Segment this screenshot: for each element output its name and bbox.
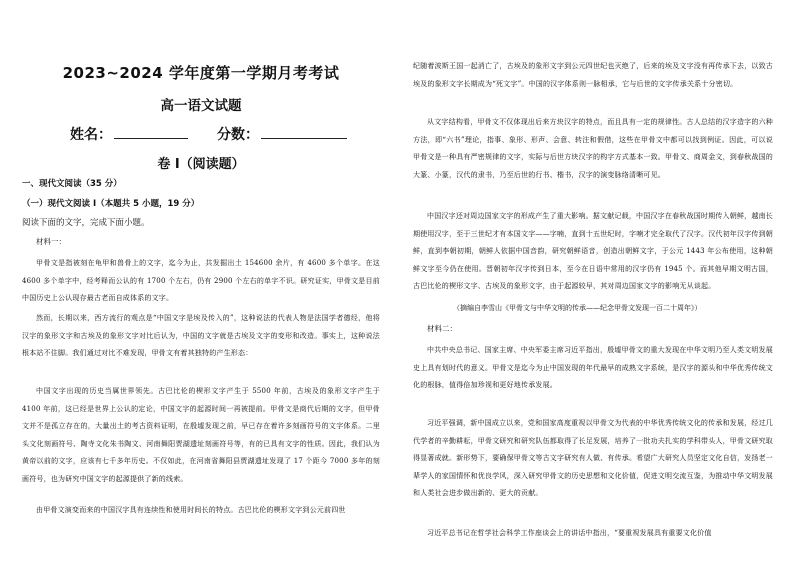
paragraph: 从文字结构看，甲骨文不仅体现出后来方块汉字的特点，而且具有一定的规律性。古人总结的汉字造字的六种方法，即“六书”理论，指事、象形、形声、会意、转注和假借，这些在甲骨文中都可以找到例证。因此，可以说甲骨文是一种具有严密规律的文字，实际与后世方块汉字的构字方式基本一致。甲骨文、商周金文，到春秋战国的大篆、小篆，汉代的隶书，乃至后世的行书、楷书，汉字的演变脉络清晰可见。	[413, 118, 773, 179]
volume-title: 卷 I（阅读题）	[157, 157, 245, 172]
paragraph: 甲骨文是指被刻在龟甲和兽骨上的文字，迄今为止，共发掘出土 154600 余片，有 4600 多个单字。在这 4600 多个单字中，经考释而公认的有 1700 个左右，仍有 2900 个左右的单字不识。研究证实，甲骨文是目前中国历史上公认现存最古老而自成体系的文字。	[22, 259, 380, 303]
paragraph: 中国汉字还对周边国家文字的形成产生了重大影响。据文献记载，中国汉字在春秋战国时期传入朝鲜，越南长期使用汉字，至于三世纪才有本国文字——字喃，直到十五世纪时，字喃才完全取代了汉字。汉代初年汉字传到朝鲜，直到李朝初期，朝鲜人依据中国音韵，研究朝鲜语音，创造出朝鲜文字，于公元 1443 年公布使用，这种朝鲜文字至今仍在使用。晋朝初年汉字传到日本，至今在日语中常用的汉字仍有 1945 个。而其他早期文明古国，古巴比伦的楔形文字、古埃及的象形文字，由于起源较早，其对周边国家文字的影响无从谈起。	[413, 212, 773, 291]
paragraph: 中国文字出现的历史当属世界领先。古巴比伦的楔形文字产生于 5500 年前，古埃及的象形文字产生于 4100 年前，这已经是世界上公认的定论，中国文字的起源时间一再被提前。甲骨文是商代后期的文字，但甲骨文并不是孤立存在的，大量出土的考古资料证明，在殷墟发现之前，早已存在着许多刻画符号的文字体系。二里头文化刻画符号、陶寺文化朱书陶文、河南舞阳贾湖遗址刻画符号等，有的已具有文字的性质。因此，我们认为黄帝以前的文字，应该有七千多年历史。不仅如此，在河南省舞阳县贾湖遗址发现了 17 个距今 7000 多年的刻画符号，也为研究中国文字的起源提供了新的线索。	[22, 387, 380, 483]
paragraph: 习近平强调，新中国成立以来，党和国家高度重视以甲骨文为代表的中华优秀传统文化的传承和发展，经过几代学者的辛勤耕耘，甲骨文研究和研究队伍都取得了长足发展，培养了一批功夫扎实的学科带头人，甲骨文研究取得显著成就。新形势下，要确保甲骨文等古文字研究有人做、有传承。希望广大研究人员坚定文化自信，发扬老一辈学人的家国情怀和优良学风，深入研究甲骨文的历史思想和文化价值，促进文明交流互鉴，为推动中华文明发展和人类社会进步做出新的、更大的贡献。	[413, 419, 773, 498]
section-heading: 一、现代文阅读（35 分）	[22, 179, 122, 189]
material-1-label: 材料一：	[36, 237, 66, 246]
score-field[interactable]	[217, 124, 347, 144]
paragraph: 习近平总书记在哲学社会科学工作座谈会上的讲话中指出，“要重视发展具有重要文化价值	[427, 529, 712, 537]
name-field[interactable]	[70, 124, 188, 144]
material-2-label: 材料二：	[427, 324, 457, 333]
paragraph: 由甲骨文演变而来的中国汉字具有连续性和使用时间长的特点。古巴比伦的楔形文字到公元前四世	[36, 506, 346, 514]
exam-title: 2023~2024 学年度第一学期月考考试	[62, 64, 340, 82]
paragraph: 中共中央总书记、国家主席、中央军委主席习近平指出，殷墟甲骨文的重大发现在中华文明乃至人类文明发展史上具有划时代的意义。甲骨文是迄今为止中国发现的年代最早的成熟文字系统，是汉字的源头和中华优秀传统文化的根脉，值得倍加珍视和更好地传承发展。	[413, 346, 773, 390]
subsection-heading: （一）现代文阅读 I（本题共 5 小题，19 分）	[22, 199, 200, 209]
name-label: 姓名：	[70, 127, 112, 143]
paragraph: 然而，长期以来，西方流行的观点是“中国文字是埃及传入的”，这种说法的代表人物是法国学者德经，他将汉字的象形文字和古埃及的象形文字对比后认为，中国的文字就是古埃及文字的变形和改造。事实上，这种说法根本站不住脚。我们通过对比不难发现，甲骨文有着其独特的产生形态：	[22, 314, 380, 358]
subject-title: 高一语文试题	[160, 98, 242, 114]
instruction: 阅读下面的文字，完成下面小题。	[22, 218, 150, 228]
citation: （摘编自李雪山《甲骨文与中华文明的传承——纪念甲骨文发现一百二十周年》）	[453, 304, 702, 312]
paragraph: 纪随着波斯王国一起消亡了，古埃及的象形文字到公元四世纪也灭绝了，后来的埃及文字没有再传承下去，以致古埃及的象形文字长期成为“死文字”。中国的汉字体系则一脉相承，它与后世的文字传承关系十分密切。	[413, 62, 773, 88]
score-blank[interactable]	[261, 126, 347, 139]
name-blank[interactable]	[114, 126, 188, 139]
score-label: 分数：	[217, 127, 259, 143]
